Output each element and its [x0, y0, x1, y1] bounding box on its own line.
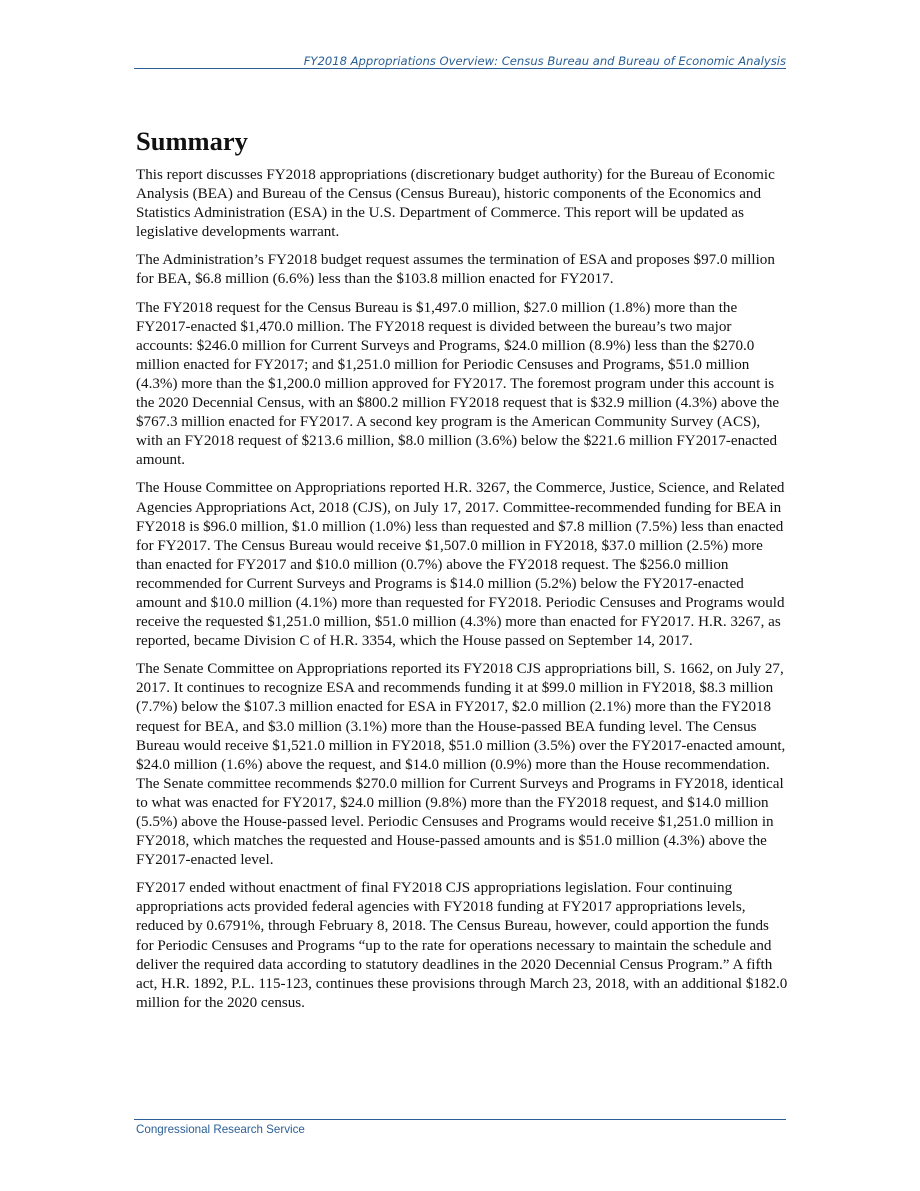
summary-paragraph-census-request: The FY2018 request for the Census Bureau is $1,497.0 million, $27.0 million (1.8%) more than the FY2017-enacted $1,470.0 million. The FY2018 request is divided between the bureau’s two major accounts: $246.0 million for Current Surveys and Programs, $24.0 million (8.9%) less than the $270.0 million enacted for FY2017; and $1,251.0 million for Periodic Censuses and Programs, $51.0 million (4.3%) more than the $1,200.0 million approved for FY2017. The foremost program under this account is the 2020 Decennial Census, with an $800.2 million FY2018 request that is $32.9 million (4.3%) above the $767.3 million enacted for FY2017. A second key program is the American Community Survey (ACS), with an FY2018 request of $213.6 million, $8.0 million (3.6%) below the $221.6 million FY2017-enacted amount. [136, 299, 780, 469]
summary-section [136, 124, 788, 1022]
summary-paragraph-house-committee: The House Committee on Appropriations reported H.R. 3267, the Commerce, Justice, Science, and Related Agencies Appropriations Act, 2018 (CJS), on July 17, 2017. Committee-recommended funding for BEA in FY2018 is $96.0 million, $1.0 million (1.0%) less than requested and $7.8 million (7.5%) less than enacted for FY2017. The Census Bureau would receive $1,507.0 million in FY2018, $37.0 million (2.5%) more than enacted for FY2017 and $10.0 million (0.7%) above the FY2018 request. The $256.0 million recommended for Current Surveys and Programs is $14.0 million (5.2%) below the FY2017-enacted amount and $10.0 million (4.1%) more than requested for FY2018. Periodic Censuses and Programs would receive the requested $1,251.0 million, $51.0 million (4.3%) more than enacted for FY2017. H.R. 3267, as reported, became Division C of H.R. 3354, which the House passed on September 14, 2017. [136, 480, 785, 650]
summary-heading: Summary [136, 126, 248, 156]
summary-paragraph-continuing-appropriations: FY2017 ended without enactment of final FY2018 CJS appropriations legislation. Four continuing appropriations acts provided federal agencies with FY2018 funding at FY2017 appropriations levels, reduced by 0.6791%, through February 8, 2018. The Census Bureau, however, could apportion the funds for Periodic Censuses and Programs “up to the rate for operations necessary to maintain the schedule and deliver the required data according to statutory deadlines in the 2020 Decennial Census Program.” A fifth act, H.R. 1892, P.L. 115-123, continues these provisions through March 23, 2018, with an additional $182.0 million for the 2020 census. [136, 880, 788, 1011]
footer-divider [134, 1119, 786, 1120]
running-header: FY2018 Appropriations Overview: Census Bureau and Bureau of Economic Analysis [303, 54, 786, 68]
footer-publisher: Congressional Research Service [136, 1123, 305, 1136]
header-divider [134, 68, 786, 69]
summary-paragraph-senate-committee: The Senate Committee on Appropriations reported its FY2018 CJS appropriations bill, S. 1662, on July 27, 2017. It continues to recognize ESA and recommends funding it at $99.0 million in FY2018, $8.3 million (7.7%) below the $107.3 million enacted for ESA in FY2017, $2.0 million (2.1%) more than the FY2018 request for BEA, and $3.0 million (3.1%) more than the House-passed BEA funding level. The Census Bureau would receive $1,521.0 million in FY2018, $51.0 million (3.5%) over the FY2017-enacted amount, $24.0 million (1.6%) above the request, and $14.0 million (0.9%) more than the House recommendation. The Senate committee recommends $270.0 million for Current Surveys and Programs in FY2018, identical to what was enacted for FY2017, $24.0 million (9.8%) more than the FY2018 request, and $14.0 million (5.5%) above the House-passed level. Periodic Censuses and Programs would receive $1,251.0 million in FY2018, which matches the requested and House-passed amounts and is $51.0 million (4.3%) above the FY2017-enacted level. [136, 661, 786, 869]
summary-paragraph-bea-request: The Administration’s FY2018 budget request assumes the termination of ESA and proposes $97.0 million for BEA, $6.8 million (6.6%) less than the $103.8 million enacted for FY2017. [136, 252, 775, 288]
summary-paragraph-intro: This report discusses FY2018 appropriations (discretionary budget authority) for the Bureau of Economic Analysis (BEA) and Bureau of the Census (Census Bureau), historic components of the Economics and Statistics Administration (ESA) in the U.S. Department of Commerce. This report will be updated as legislative developments warrant. [136, 167, 775, 241]
